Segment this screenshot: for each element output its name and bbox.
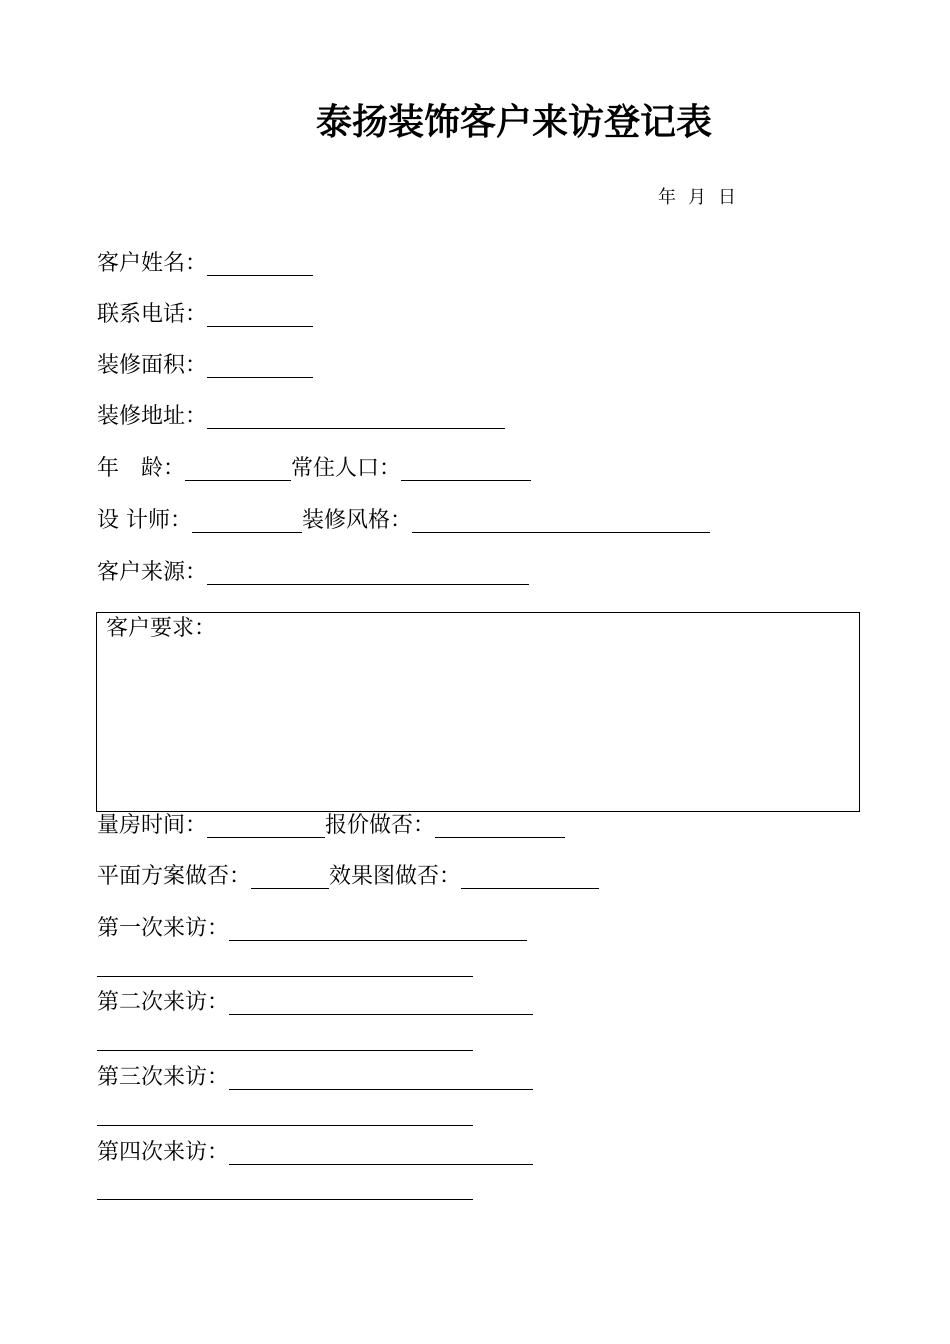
requirements-label: 客户要求：	[106, 616, 217, 641]
field-floor-plan-label: 平面方案做否：	[97, 864, 252, 889]
date-month: 月	[688, 187, 706, 208]
field-phone-row	[97, 299, 313, 331]
field-floor-plan-input[interactable]	[251, 866, 329, 889]
field-designer-input[interactable]	[192, 510, 302, 533]
visit2-extra-line[interactable]	[97, 1050, 473, 1051]
visit2-input[interactable]	[229, 992, 533, 1015]
field-phone-input[interactable]	[207, 304, 313, 327]
date-day: 日	[718, 187, 736, 208]
field-measure-time-input[interactable]	[207, 815, 325, 838]
field-residents-input[interactable]	[401, 458, 531, 481]
visit1-input[interactable]	[229, 918, 527, 941]
field-quote-label: 报价做否：	[325, 813, 436, 838]
field-area-row	[97, 350, 313, 382]
visit3-extra-line[interactable]	[97, 1125, 473, 1126]
field-address-input[interactable]	[207, 406, 505, 429]
field-name-input[interactable]	[207, 253, 313, 276]
visit1-row	[97, 913, 527, 945]
visit3-input[interactable]	[229, 1067, 533, 1090]
field-source-label: 客户来源：	[97, 560, 208, 585]
field-designer-row	[97, 505, 710, 537]
field-source-input[interactable]	[207, 562, 529, 585]
field-residents-label: 常住人口：	[291, 456, 402, 481]
date-line	[658, 186, 748, 210]
form-title: 泰扬装饰客户来访登记表	[316, 101, 713, 143]
visit2-label: 第二次来访：	[97, 990, 230, 1015]
field-rendering-input[interactable]	[461, 866, 599, 889]
visit2-row	[97, 987, 533, 1019]
field-measure-time-label: 量房时间：	[97, 813, 208, 838]
field-area-label: 装修面积：	[97, 353, 208, 378]
field-name-label: 客户姓名：	[97, 251, 208, 276]
visit4-row	[97, 1137, 533, 1169]
field-address-label: 装修地址：	[97, 404, 208, 429]
requirements-box[interactable]	[96, 612, 860, 812]
date-year: 年	[658, 187, 676, 208]
field-quote-input[interactable]	[435, 815, 565, 838]
field-plan-row	[97, 861, 599, 893]
visit3-row	[97, 1062, 533, 1094]
field-name-row	[97, 248, 313, 280]
field-area-input[interactable]	[207, 355, 313, 378]
field-age-input[interactable]	[185, 458, 291, 481]
field-style-label: 装修风格：	[302, 508, 413, 533]
field-age-label: 年 龄：	[97, 456, 186, 481]
field-address-row	[97, 401, 505, 433]
field-phone-label: 联系电话：	[97, 302, 208, 327]
field-source-row	[97, 557, 529, 589]
visit3-label: 第三次来访：	[97, 1065, 230, 1090]
field-rendering-label: 效果图做否：	[329, 864, 462, 889]
field-designer-label: 设 计师：	[97, 508, 192, 533]
visit4-label: 第四次来访：	[97, 1140, 230, 1165]
field-style-input[interactable]	[412, 510, 710, 533]
visit1-extra-line[interactable]	[97, 976, 473, 977]
visit4-extra-line[interactable]	[97, 1199, 473, 1200]
visit4-input[interactable]	[229, 1142, 533, 1165]
field-age-row	[97, 453, 531, 485]
field-measure-row	[97, 810, 565, 842]
visit1-label: 第一次来访：	[97, 916, 230, 941]
